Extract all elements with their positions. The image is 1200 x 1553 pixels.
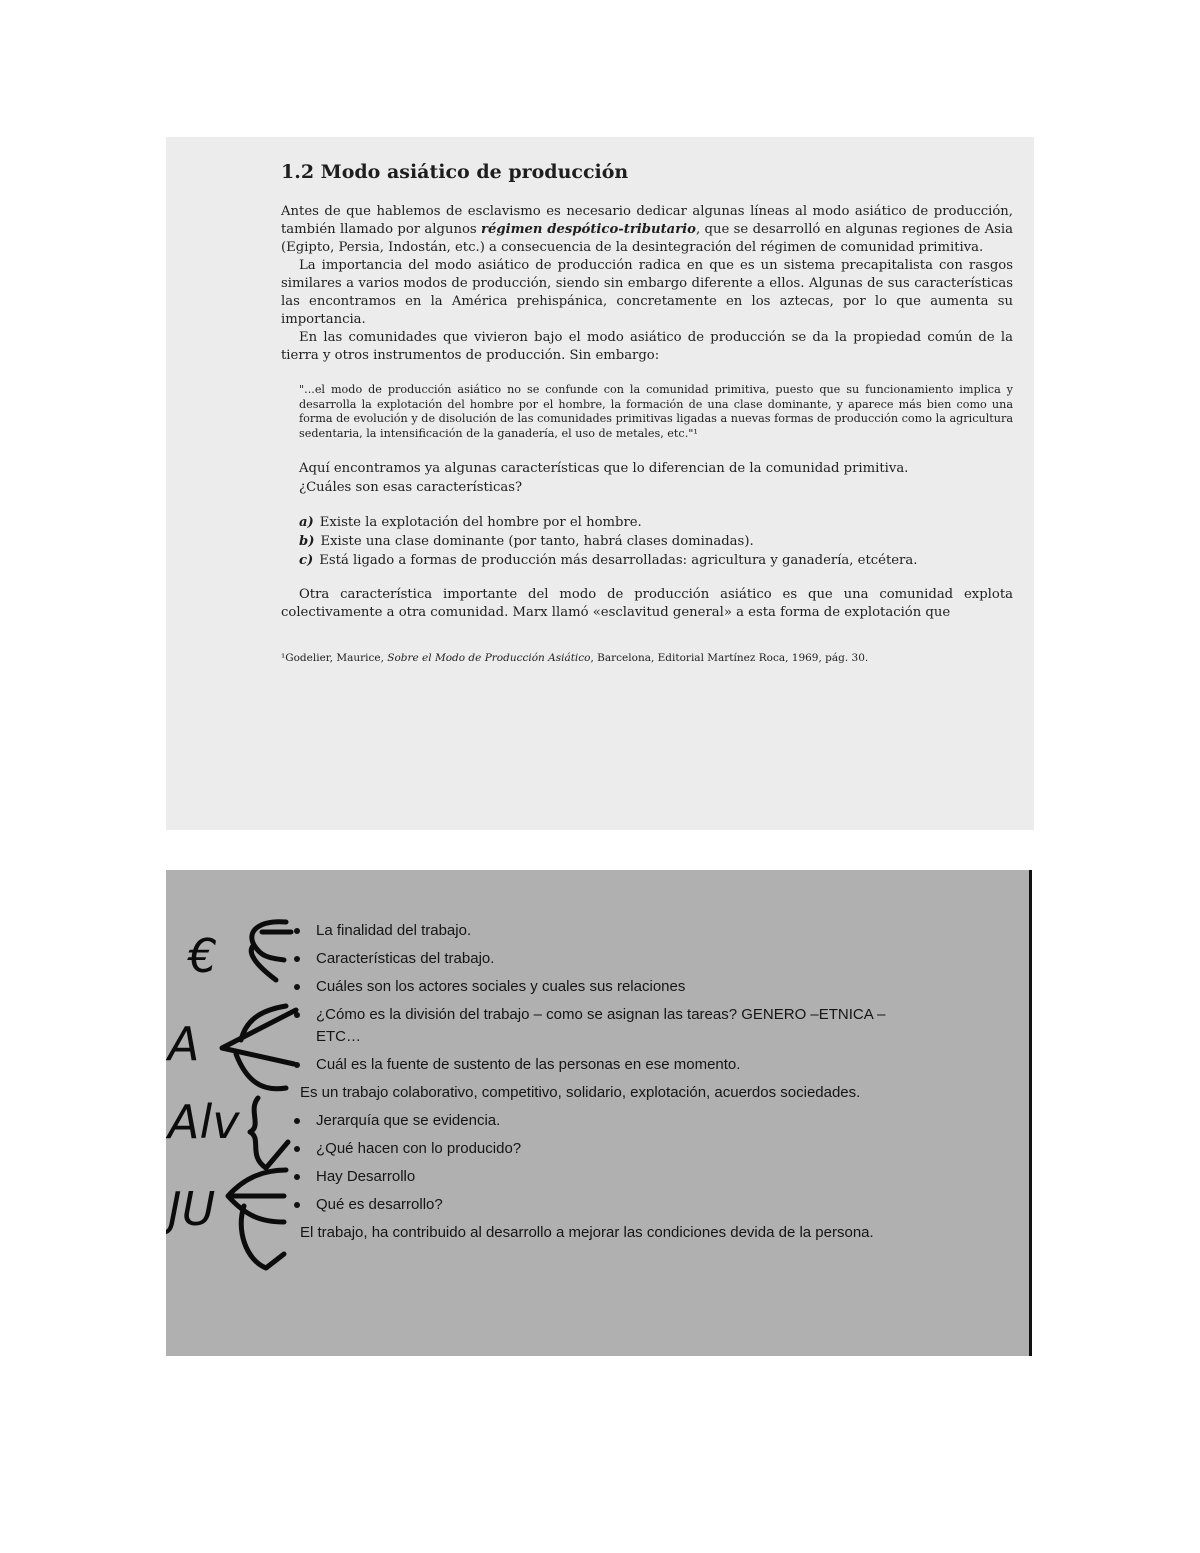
list-item: ¿Cómo es la división del trabajo – como se asignan las tareas? GENERO –ETNICA – ETC… [294,1004,914,1048]
footnote-title: Sobre el Modo de Producción Asiático [387,652,591,664]
list-item: Qué es desarrollo? [294,1194,914,1216]
annotated-slide-scan [166,870,1032,1356]
list-item: Características del trabajo. [294,948,914,970]
textbook-scan [166,137,1034,830]
handwritten-mark-4: JU [168,1182,216,1236]
block-quote: "...el modo de producción asiático no se confunde con la comunidad primitiva, puesto que su funcionamiento implica y desarrolla la explotación del hombre por el hombre, la formación de una clase dominante, y aparece más bien como una forma de evolución y de disolución de las comunidades primitivas ligadas a nuevas formas de producción como la agricultura sedentaria, la intensificación de la ganadería, el uso de metales, etc."¹ [299,383,1013,440]
paragraph-4-line-2: ¿Cuáles son esas características? [299,480,523,495]
section-heading: 1.2 Modo asiático de producción [281,161,629,183]
handwritten-marks [166,929,240,1236]
bracket-group-3 [250,1098,288,1168]
bracket-group-1 [251,922,291,980]
handwritten-mark-1: € [188,929,218,983]
list-item: Cuáles son los actores sociales y cuales sus relaciones [294,976,914,998]
scan-border-line [1029,870,1032,1356]
list-text: Existe la explotación del hombre por el hombre. [319,515,642,530]
list-item: Cuál es la fuente de sustento de las personas en ese momento. [294,1054,914,1076]
list-item: Jerarquía que se evidencia. [294,1110,914,1132]
list-item: Hay Desarrollo [294,1166,914,1188]
list-letter: c) [299,553,314,568]
paragraph-3: En las comunidades que vivieron bajo el modo asiático de producción se da la propiedad común de la tierra y otros instrumentos de producción. Sin embargo: [281,330,1013,363]
list-letter: b) [299,534,315,549]
list-item: ¿Qué hacen con lo producido? [294,1138,914,1160]
paragraph-1-text: Antes de que hablemos de esclavismo es necesario dedicar algunas líneas al modo asiático de producción, también llamado por algunos [281,204,1013,237]
bracket-group-2 [222,1006,296,1089]
paragraph-1-text-end: , que se desarrolló en algunas regiones de Asia (Egipto, Persia, Indostán, etc.) a consecuencia de la desintegración del régimen de comunidad primitiva. [281,222,1013,255]
footnote [281,652,1013,664]
list-text: Existe una clase dominante (por tanto, habrá clases dominadas). [320,534,754,549]
paragraph-1-emphasis: régimen despótico-tributario [481,222,696,237]
paragraph-1 [281,203,1013,257]
handwritten-mark-2: A [168,1017,200,1071]
slide-bullet-list [294,920,914,1250]
handwritten-mark-3: Alv [168,1095,240,1149]
list-item [299,513,1013,532]
list-item: La finalidad del trabajo. [294,920,914,942]
footnote-author: ¹Godelier, Maurice, [281,652,388,664]
paragraph-2: La importancia del modo asiático de producción radica en que es un sistema precapitalista con rasgos similares a varios modos de producción, siendo sin embargo diferente a ellos. Algunas de sus características las encontramos en la América prehispánica, concretamente en los aztecas, por lo que aumenta su importancia. [281,258,1013,327]
characteristics-list [299,513,1013,570]
list-text: Está ligado a formas de producción más desarrolladas: agricultura y ganadería, etcétera. [319,553,918,568]
bracket-group-4 [228,1170,286,1268]
paragraph-4 [299,459,1013,497]
textbook-page-content [281,161,1013,664]
list-item [299,532,1013,551]
footnote-publisher: , Barcelona, Editorial Martínez Roca, 1969, pág. 30. [590,652,869,664]
paragraph-4-line-1: Aquí encontramos ya algunas características que lo diferencian de la comunidad primitiva. [299,461,909,476]
list-letter: a) [299,515,314,530]
list-item [299,551,1013,570]
paragraph-5: Otra característica importante del modo de producción asiático es que una comunidad explota colectivamente a otra comunidad. Marx llamó «esclavitud general» a esta forma de explotación que [281,587,1013,620]
list-item: Es un trabajo colaborativo, competitivo, solidario, explotación, acuerdos sociedades. [300,1084,861,1101]
list-item: El trabajo, ha contribuido al desarrollo a mejorar las condiciones devida de la persona. [300,1224,874,1241]
